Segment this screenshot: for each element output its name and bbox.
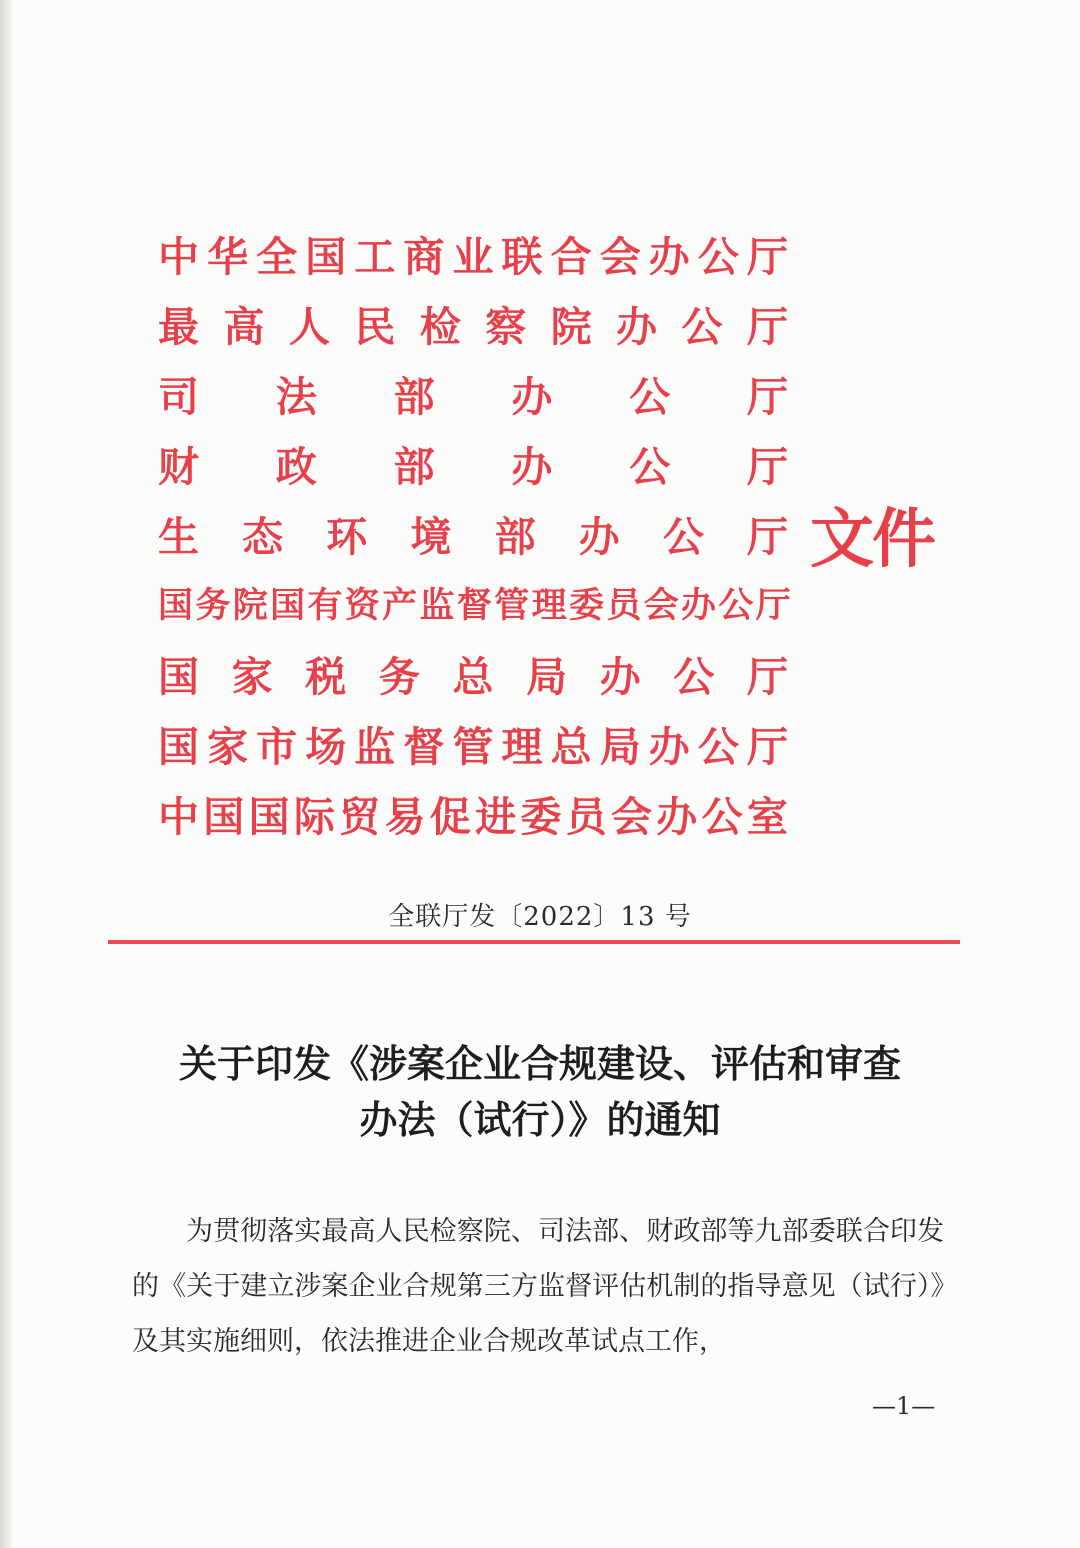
issuer-row (158, 778, 788, 848)
issuer-char: 总 (452, 652, 494, 701)
issuer-char: 税 (305, 652, 347, 701)
body-text (132, 1204, 944, 1369)
issuer-char: 厅 (755, 586, 788, 626)
page-number: —1— (872, 1392, 936, 1420)
document-type-label: 文件 (810, 503, 934, 577)
issuer-row (158, 428, 788, 498)
issuer-char: 国 (203, 792, 245, 841)
issuer-char: 务 (378, 652, 420, 701)
issuer-char: 华 (207, 232, 249, 281)
issuer-char: 有 (307, 586, 340, 626)
issuer-char: 管 (494, 586, 527, 626)
issuer-row (158, 288, 788, 358)
issuer-char: 国 (158, 722, 199, 771)
issuer-char: 国 (158, 586, 191, 626)
issuer-row (158, 708, 788, 778)
issuer-char: 检 (419, 302, 461, 351)
issuer-char: 国 (158, 652, 199, 701)
issuer-char: 财 (158, 442, 199, 491)
issuer-char: 管 (452, 722, 494, 771)
issuer-row (158, 638, 788, 708)
issuer-char: 公 (697, 722, 739, 771)
issuer-char: 察 (485, 302, 527, 351)
issuer-char: 会 (643, 586, 676, 626)
issuer-char: 商 (403, 232, 445, 281)
issuer-char: 监 (419, 586, 452, 626)
issuer-char: 促 (429, 792, 471, 841)
issuer-char: 部 (393, 372, 435, 421)
issuer-char: 局 (599, 722, 641, 771)
issuer-char: 国 (248, 792, 290, 841)
issuer-char: 会 (610, 792, 652, 841)
issuer-char: 总 (550, 722, 592, 771)
issuer-char: 最 (158, 302, 199, 351)
issuer-char: 会 (599, 232, 641, 281)
issuer-char: 司 (158, 372, 199, 421)
issuer-char: 生 (158, 512, 199, 561)
issuer-row (158, 498, 788, 568)
issuer-char: 厅 (747, 652, 788, 701)
issuer-char: 易 (384, 792, 426, 841)
issuer-char: 工 (354, 232, 396, 281)
issuer-row (158, 568, 788, 638)
issuer-char: 院 (550, 302, 592, 351)
issuer-char: 办 (616, 302, 658, 351)
issuer-char: 厅 (746, 512, 788, 561)
scan-edge-shadow (0, 0, 12, 1548)
issuer-char: 产 (382, 586, 415, 626)
issuer-char: 理 (501, 722, 543, 771)
body-paragraph: 为贯彻落实最高人民检察院、司法部、财政部等九部委联合印发的《关于建立涉案企业合规第三方监督评估机制的指导意见（试行）》及其实施细则，依法推进企业合规改革试点工作， (132, 1216, 944, 1357)
issuer-char: 公 (662, 512, 704, 561)
issuer-char: 中 (158, 232, 199, 281)
issuer-char: 办 (656, 792, 698, 841)
issuer-char: 公 (697, 232, 739, 281)
issuer-char: 高 (223, 302, 265, 351)
issuer-char: 督 (403, 722, 445, 771)
issuer-char: 办 (681, 586, 714, 626)
issuer-char: 场 (305, 722, 347, 771)
issuer-row (158, 218, 788, 288)
issuer-char: 境 (410, 512, 452, 561)
title-line: 关于印发《涉案企业合规建设、评估和审查 (178, 1042, 901, 1086)
issuer-char: 公 (629, 442, 671, 491)
issuer-char: 办 (578, 512, 620, 561)
issuer-char: 国 (305, 232, 347, 281)
issuer-char: 市 (256, 722, 298, 771)
issuer-char: 务 (195, 586, 228, 626)
issuer-char: 际 (293, 792, 335, 841)
title-line: 办法（试行）》的通知 (359, 1098, 721, 1142)
issuer-char: 联 (501, 232, 543, 281)
issuer-char: 家 (207, 722, 249, 771)
issuer-char: 督 (456, 586, 489, 626)
issuer-char: 公 (681, 302, 723, 351)
issuer-char: 人 (288, 302, 330, 351)
issuer-char: 公 (701, 792, 743, 841)
issuer-row (158, 358, 788, 428)
issuer-char: 政 (275, 442, 317, 491)
issuer-char: 资 (344, 586, 377, 626)
issuer-char: 公 (629, 372, 671, 421)
issuer-char: 监 (354, 722, 396, 771)
issuer-char: 院 (232, 586, 265, 626)
issuer-char: 进 (475, 792, 517, 841)
issuer-char: 公 (718, 586, 751, 626)
red-divider-line (108, 940, 960, 944)
issuer-char: 厅 (746, 232, 788, 281)
issuer-char: 办 (648, 722, 690, 771)
issuer-char: 员 (606, 586, 639, 626)
issuer-char: 部 (393, 442, 435, 491)
issuer-char: 家 (231, 652, 273, 701)
issuing-organizations (158, 218, 788, 848)
issuer-char: 法 (275, 372, 317, 421)
document-number: 全联厅发〔2022〕13 号 (388, 902, 692, 932)
issuer-char: 中 (158, 792, 199, 841)
issuer-char: 办 (648, 232, 690, 281)
issuer-char: 委 (520, 792, 562, 841)
issuer-char: 室 (746, 792, 788, 841)
issuer-char: 部 (494, 512, 536, 561)
issuer-char: 厅 (746, 302, 788, 351)
issuer-char: 态 (242, 512, 284, 561)
issuer-char: 厅 (746, 442, 788, 491)
issuer-char: 局 (526, 652, 568, 701)
issuer-char: 合 (550, 232, 592, 281)
issuer-char: 公 (673, 652, 715, 701)
issuer-char: 国 (270, 586, 303, 626)
issuer-char: 业 (452, 232, 494, 281)
issuer-char: 厅 (746, 372, 788, 421)
issuer-char: 贸 (339, 792, 381, 841)
issuer-char: 厅 (746, 722, 788, 771)
issuer-char: 办 (599, 652, 641, 701)
issuer-char: 委 (568, 586, 601, 626)
notice-title (120, 1036, 960, 1148)
issuer-char: 环 (326, 512, 368, 561)
issuer-char: 理 (531, 586, 564, 626)
issuer-char: 办 (511, 372, 553, 421)
issuer-char: 办 (511, 442, 553, 491)
issuer-char: 民 (354, 302, 396, 351)
issuer-char: 全 (256, 232, 298, 281)
issuer-char: 员 (565, 792, 607, 841)
